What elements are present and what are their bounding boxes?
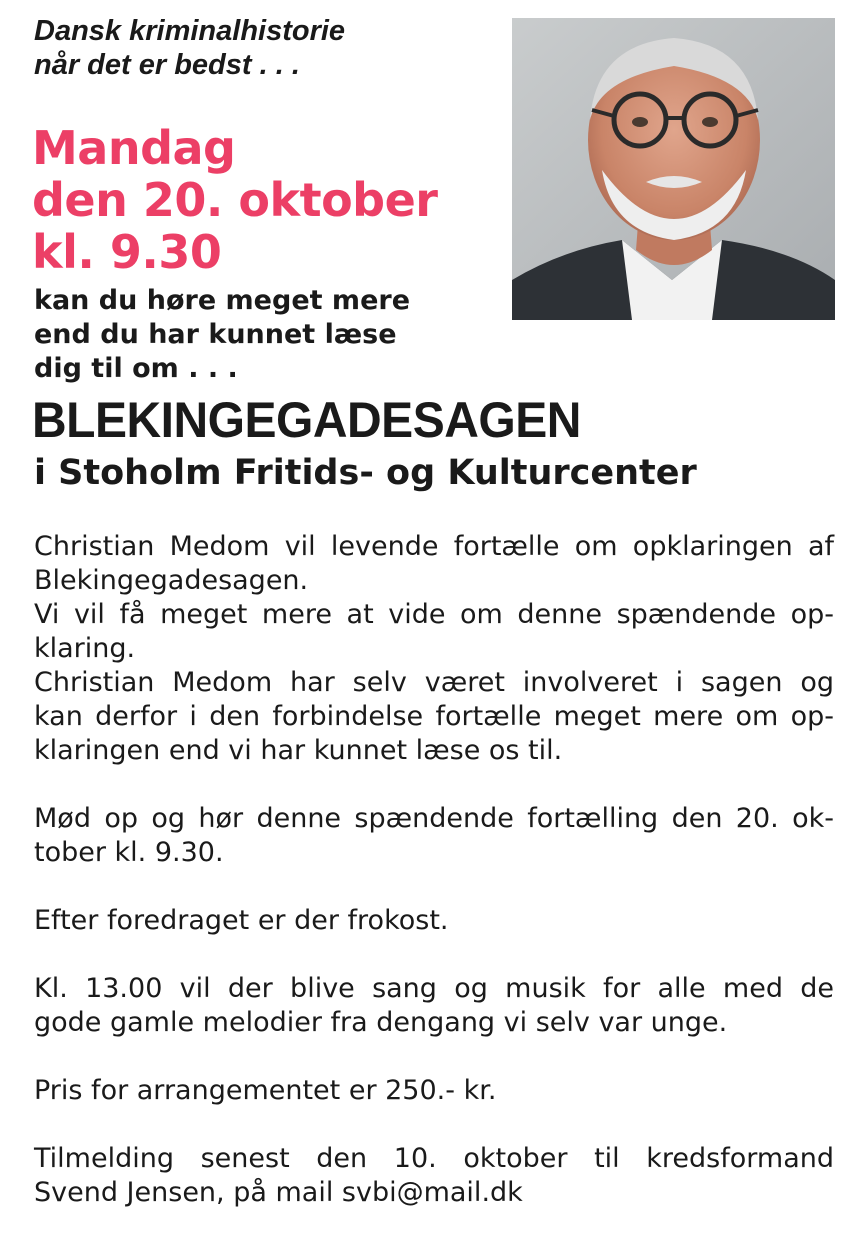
event-date bbox=[32, 122, 502, 278]
intro-line-3: dig til om . . . bbox=[34, 353, 238, 384]
paragraph-1-line: Vi vil få meget mere at vide om denne spændende op- bbox=[34, 599, 834, 630]
paragraph-2-line: tober kl. 9.30. bbox=[34, 837, 224, 868]
intro-text bbox=[34, 284, 504, 386]
body-text bbox=[34, 530, 834, 1244]
date-time: kl. 9.30 bbox=[32, 225, 222, 279]
paragraph-1-line: Christian Medom har selv været involveret i sagen og bbox=[34, 667, 834, 698]
paragraph-1-line: kan derfor i den forbindelse fortælle meget mere om op- bbox=[34, 701, 834, 732]
tagline bbox=[34, 14, 494, 82]
paragraph-1-line: Blekingegadesagen. bbox=[34, 565, 309, 596]
tagline-line-2: når det er bedst . . . bbox=[34, 49, 300, 81]
paragraph-3-line: Efter foredraget er der frokost. bbox=[34, 905, 449, 936]
portrait-image bbox=[512, 18, 835, 320]
paragraph-6-line: Tilmelding senest den 10. oktober til kredsformand bbox=[34, 1143, 834, 1174]
paragraph-4-line: gode gamle melodier fra dengang vi selv var unge. bbox=[34, 1007, 728, 1038]
paragraph-2-line: Mød op og hør denne spændende fortælling den 20. ok- bbox=[34, 803, 834, 834]
tagline-line-1: Dansk kriminalhistorie bbox=[34, 15, 346, 47]
paragraph-1-line: klaring. bbox=[34, 633, 136, 664]
intro-line-1: kan du høre meget mere bbox=[34, 285, 411, 316]
paragraph-1 bbox=[34, 530, 834, 768]
paragraph-5-line: Pris for arrangementet er 250.- kr. bbox=[34, 1075, 497, 1106]
paragraph-2 bbox=[34, 802, 834, 870]
paragraph-1-line: klaringen end vi har kunnet læse os til. bbox=[34, 735, 563, 766]
paragraph-4 bbox=[34, 972, 834, 1040]
headline: BLEKINGEGADESAGEN bbox=[32, 393, 581, 449]
paragraph-1-line: Christian Medom vil levende fortælle om opklaringen af bbox=[34, 531, 834, 562]
venue: i Stoholm Fritids- og Kulturcenter bbox=[34, 453, 697, 493]
paragraph-5 bbox=[34, 1074, 834, 1108]
paragraph-4-line: Kl. 13.00 vil der blive sang og musik for alle med de bbox=[34, 973, 834, 1004]
speaker-photo bbox=[512, 18, 835, 320]
date-day: Mandag bbox=[32, 121, 236, 175]
intro-line-2: end du har kunnet læse bbox=[34, 319, 397, 350]
paragraph-6-line: Svend Jensen, på mail svbi@mail.dk bbox=[34, 1177, 523, 1208]
date-day-month: den 20. oktober bbox=[32, 173, 438, 227]
paragraph-3 bbox=[34, 904, 834, 938]
